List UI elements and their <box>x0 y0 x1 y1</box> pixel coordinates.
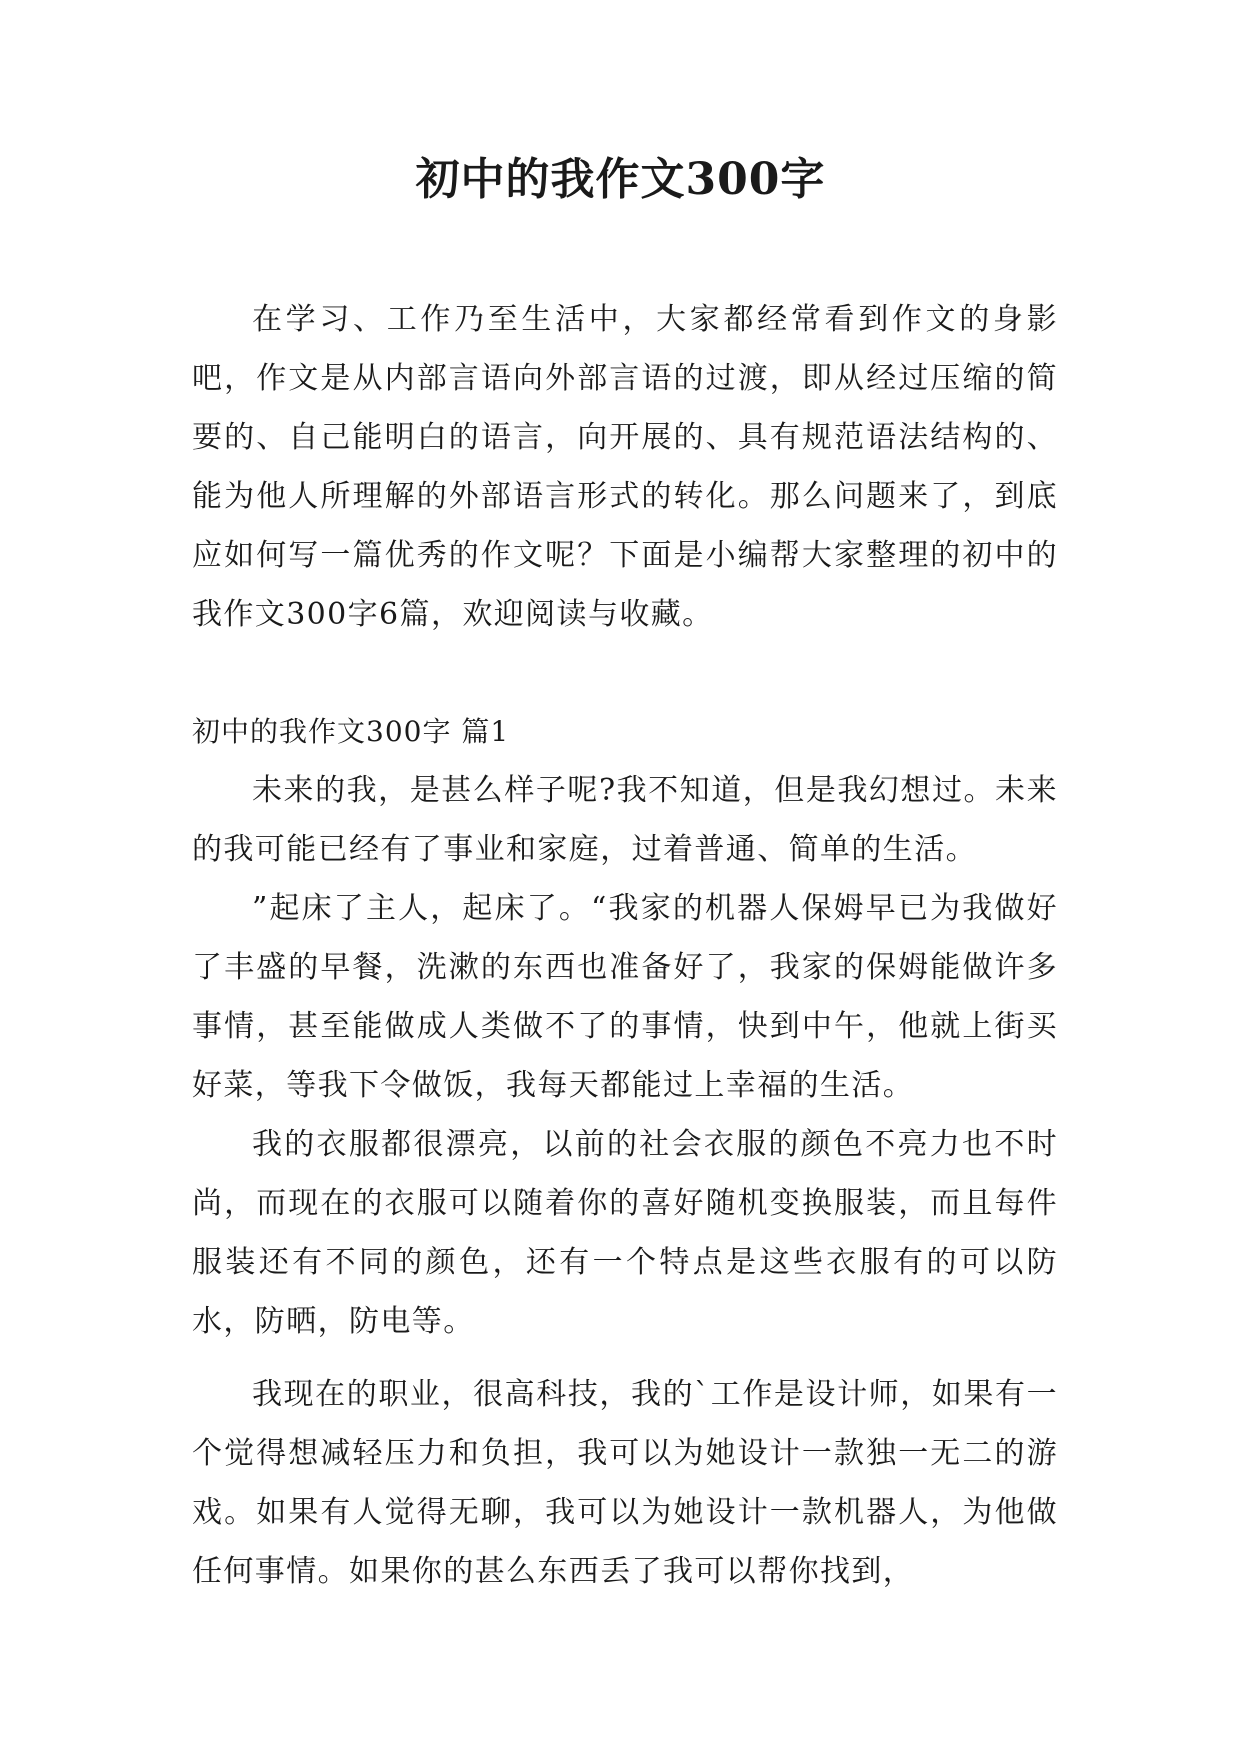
body-paragraph-1: 未来的我，是甚么样子呢?我不知道，但是我幻想过。未来的我可能已经有了事业和家庭，过着普通、简单的生活。 <box>192 773 1058 867</box>
body-paragraph-2: ”起床了主人，起床了。“我家的机器人保姆早已为我做好了丰盛的早餐，洗漱的东西也准备好了，我家的保姆能做许多事情，甚至能做成人类做不了的事情，快到中午，他就上街买好菜，等我下令做饭，我每天都能过上幸福的生活。 <box>192 891 1058 1103</box>
body-paragraph-4: 我现在的职业，很高科技，我的`工作是设计师，如果有一个觉得想减轻压力和负担，我可以为她设计一款独一无二的游戏。如果有人觉得无聊，我可以为她设计一款机器人，为他做任何事情。如果你的甚么东西丢了我可以帮你找到， <box>192 1377 1058 1589</box>
intro-paragraph: 在学习、工作乃至生活中，大家都经常看到作文的身影吧，作文是从内部言语向外部言语的过渡，即从经过压缩的简要的、自己能明白的语言，向开展的、具有规范语法结构的、能为他人所理解的外部语言形式的转化。那么问题来了，到底应如何写一篇优秀的作文呢？下面是小编帮大家整理的初中的我作文300字6篇，欢迎阅读与收藏。 <box>192 302 1058 632</box>
section-heading: 初中的我作文300字 篇1 <box>192 715 510 748</box>
body-paragraph-3: 我的衣服都很漂亮，以前的社会衣服的颜色不亮力也不时尚，而现在的衣服可以随着你的喜好随机变换服装，而且每件服装还有不同的颜色，还有一个特点是这些衣服有的可以防水，防晒，防电等。 <box>192 1127 1058 1339</box>
document-title: 初中的我作文300字 <box>415 154 826 205</box>
document-body <box>192 290 1058 1601</box>
